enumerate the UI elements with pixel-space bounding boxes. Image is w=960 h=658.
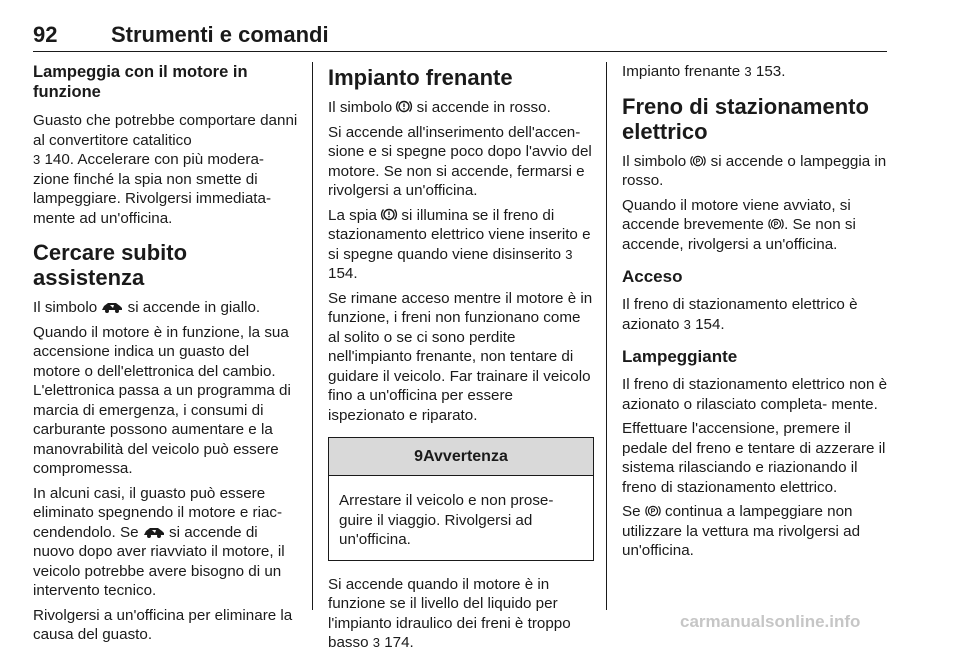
service-vehicle-icon <box>101 301 123 313</box>
column-right <box>622 62 888 566</box>
page-reference-arrow-icon: 3 <box>744 64 752 79</box>
paragraph: In alcuni casi, il guasto può essere eliminato spegnendo il motore e riac- cendendolo. Se si accende di nuovo dopo aver riavviato il motore, il veicolo potrebbe avere bisogno di un intervento tecnico. <box>33 484 285 599</box>
brake-warning-icon <box>381 207 397 222</box>
paragraph: Il simbolo si accende in rosso. <box>328 99 551 116</box>
page-reference-arrow-icon: 3 <box>33 152 41 167</box>
column-divider <box>312 62 313 610</box>
heading-brake-system: Impianto frenante <box>328 65 513 90</box>
column-left <box>33 62 299 650</box>
paragraph: Quando il motore viene avviato, si accende brevemente P . Se non si accende, rivolgersi a un'officina. <box>622 196 856 253</box>
paragraph: Si accende quando il motore è in funzione se il livello del liquido per l'impianto idraulico dei freni è troppo basso 3 174. <box>328 575 571 651</box>
paragraph: Se rimane acceso mentre il motore è in funzione, i freni non funzionano come al solito o se ci sono perdite nell'impianto frenante, non tentare di guidare il veicolo. Far trainare il veicolo fino a un'officina per essere ispezionato e riparato. <box>328 289 593 424</box>
warning-text: Arrestare il veicolo e non prose- guire il viaggio. Rivolgersi ad un'officina. <box>339 492 554 548</box>
parking-brake-icon <box>690 154 706 168</box>
page-reference-arrow-icon: 3 <box>372 635 380 650</box>
brake-warning-icon <box>396 99 412 114</box>
heading-blinking: Lampeggiante <box>622 347 738 366</box>
parking-brake-icon <box>768 217 784 231</box>
watermark: carmanualsonline.info <box>680 612 861 631</box>
paragraph: Se P continua a lampeggiare non utilizzare la vettura ma rivolgersi ad un'officina. <box>622 503 861 559</box>
warning-triangle-icon: 9 <box>414 448 424 465</box>
paragraph: Rivolgersi a un'officina per eliminare la causa del guasto. <box>33 606 293 643</box>
warning-box <box>328 437 594 561</box>
paragraph: Il freno di stazionamento elettrico non è azionato o rilasciato completa- mente. <box>622 376 888 413</box>
heading-seek-assistance: Cercare subito assistenza <box>33 240 188 290</box>
section-title: Strumenti e comandi <box>111 22 329 47</box>
heading-parking-brake: Freno di stazionamento elettrico <box>622 93 869 144</box>
paragraph: Il simbolo P si accende o lampeggia in rosso. <box>622 152 887 189</box>
paragraph: Il freno di stazionamento elettrico è azionato 3 154. <box>622 296 858 333</box>
svg-text:P: P <box>650 508 656 516</box>
paragraph: Il simbolo si accende in giallo. <box>33 299 261 316</box>
page-reference-arrow-icon: 3 <box>683 316 691 332</box>
paragraph: Quando il motore è in funzione, la sua accensione indica un guasto del motore o dell'elettronica del cambio. L'elettronica passa a un programma di marcia di emergenza, i consumi di carburante possono aumentare e la manovrabilità del veicolo può essere compromessa. <box>33 323 291 477</box>
column-divider <box>606 62 607 610</box>
column-middle <box>328 62 594 658</box>
paragraph: La spia si illumina se il freno di stazionamento elettrico viene inserito e si spegne quando viene disinserito 3 154. <box>328 206 591 282</box>
page-reference-arrow-icon: 3 <box>565 246 573 262</box>
warning-title: 9Avvertenza <box>329 438 593 476</box>
paragraph: Effettuare l'accensione, premere il pedale del freno e tentare di azzerare il sistema rilasciando e riazionando il freno di stazionamento elettrico. <box>622 420 886 496</box>
heading-on: Acceso <box>622 267 683 286</box>
paragraph: Guasto che potrebbe comportare danni al convertitore catalitico 3 140. Accelerare con più modera- zione finché la spia non smette di lampeggiare. Rivolgersi immediata- mente ad un'officina. <box>33 112 298 227</box>
service-vehicle-icon <box>143 526 165 538</box>
paragraph: Impianto frenante 3 153. <box>622 63 786 80</box>
parking-brake-icon <box>645 504 661 518</box>
heading-lamp-blinking: Lampeggia con il motore in funzione <box>33 63 248 101</box>
paragraph: Si accende all'inserimento dell'accen- sione e si spegne poco dopo l'avvio del motore. Se non si accende, fermarsi e rivolgersi a un'officina. <box>328 123 592 199</box>
page-header <box>33 20 887 52</box>
svg-text:P: P <box>773 221 779 229</box>
page-number: 92 <box>33 22 58 47</box>
svg-text:P: P <box>696 158 701 166</box>
